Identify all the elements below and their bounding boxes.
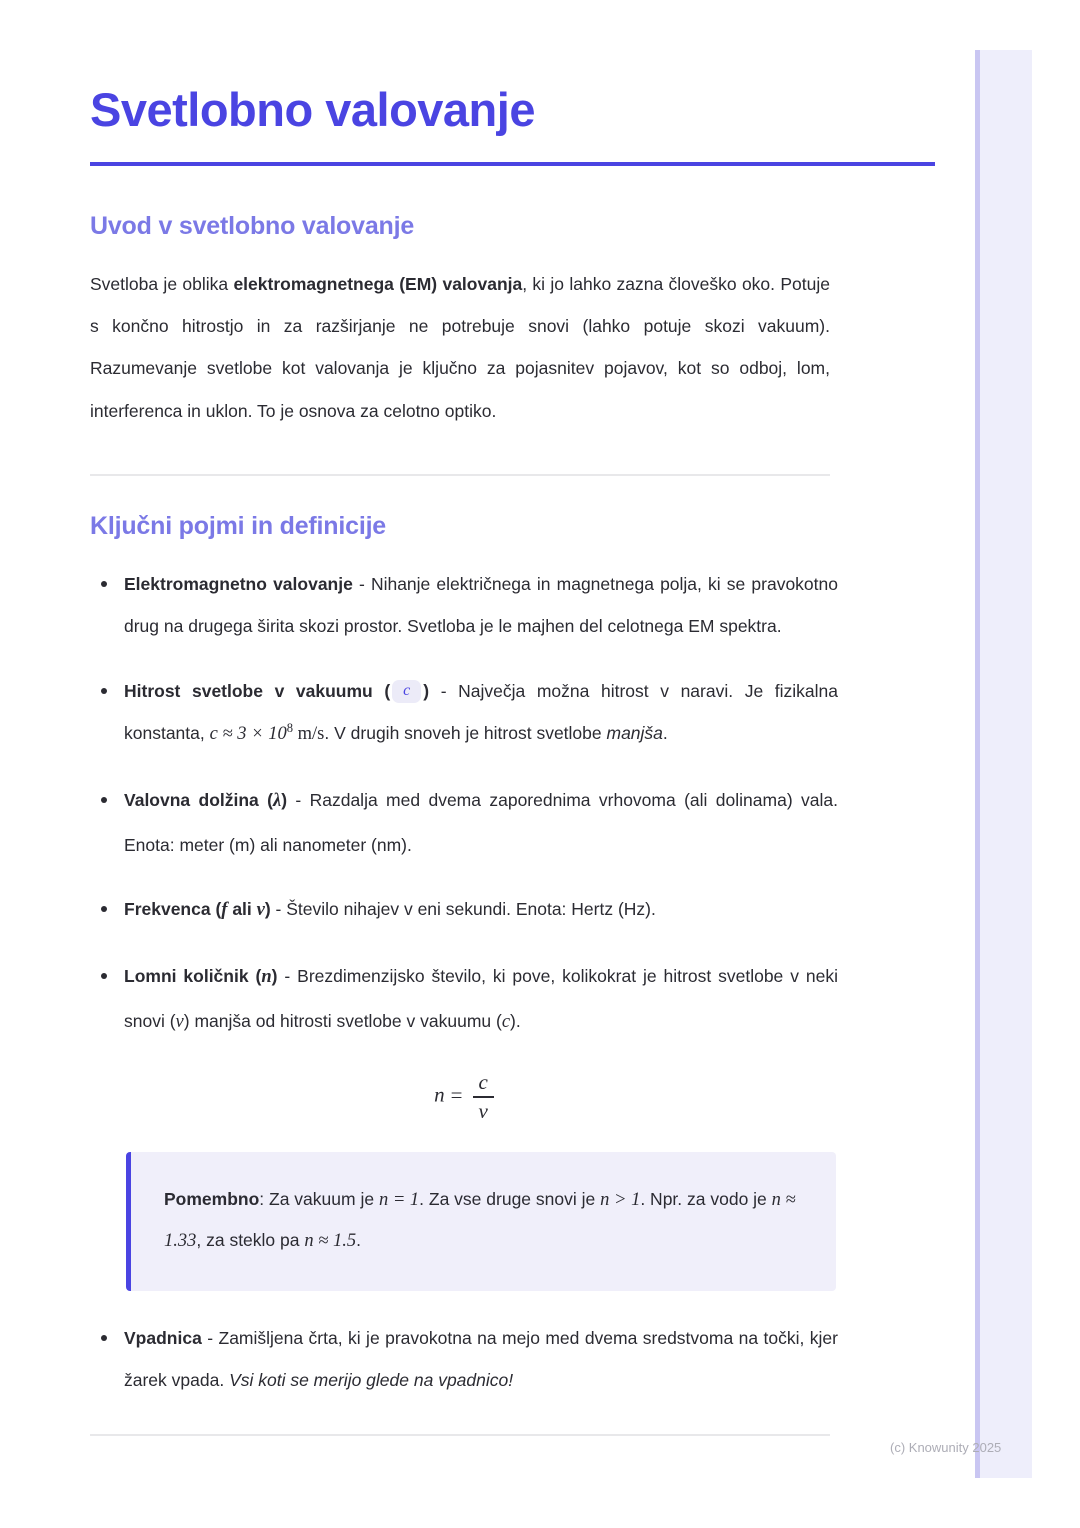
section-heading-intro: Uvod v svetlobno valovanje <box>90 211 415 240</box>
term-definition-italic-1: manjša <box>606 723 663 744</box>
term-dash-0: - <box>352 574 371 595</box>
key-terms-list <box>90 563 838 1044</box>
term-close-3: ) <box>264 898 271 919</box>
term-definition-a-5: Zamišljena črta, ki je pravokotna na mejo med dvema sredstvoma na točki, kjer žarek vpada. <box>124 1328 838 1391</box>
callout-equation-2: n > 1 <box>600 1189 641 1210</box>
list-item-lomni-kolicnik <box>90 955 838 1045</box>
term-definition-c-1: . <box>662 723 668 744</box>
equation-equals-sign: = <box>450 1082 463 1107</box>
callout-equation-3: n ≈ 1.33 <box>164 1189 796 1252</box>
math-unit-ms: m/s <box>293 724 325 745</box>
page-side-strip <box>975 50 1032 1478</box>
equation-denominator: v <box>478 1098 488 1123</box>
callout-text-d: , za steklo pa <box>196 1230 305 1251</box>
list-item-vpadnica <box>90 1317 838 1402</box>
intro-text-part1: Svetloba je oblika <box>90 273 234 294</box>
section-heading-key-terms: Ključni pojmi in definicije <box>90 512 387 541</box>
symbol-f: f <box>221 899 228 920</box>
term-definition-valovna-dolzina: Razdalja med dvema zaporednima vrhovoma (ali dolinama) vala. Enota: meter (m) ali nanometer (nm). <box>124 789 838 855</box>
callout-text-b: . Za vse druge snovi je <box>419 1188 601 1209</box>
symbol-nu: ν <box>256 899 265 920</box>
callout-label: Pomembno <box>164 1188 260 1209</box>
math-exponent-c: 8 <box>286 720 294 735</box>
term-close-2: ) <box>281 789 288 810</box>
callout-important <box>126 1152 836 1291</box>
list-item-hitrost-svetlobe <box>90 670 838 757</box>
callout-equation-1: n = 1 <box>378 1189 420 1210</box>
term-definition-b-4: ) manjša od hitrosti svetlobe v vakuumu ( <box>183 1010 502 1031</box>
callout-text-a: : Za vakuum je <box>259 1188 379 1209</box>
term-label-vpadnica: Vpadnica <box>124 1328 202 1349</box>
key-terms-list-continued <box>90 1317 838 1402</box>
term-definition-em-valovanje: Nihanje električnega in magnetnega polja, ki se pravokotno drug na drugega širita skozi prostor. Svetloba je le majhen del celotnega EM spektra. <box>124 574 838 637</box>
term-definition-c-4: ). <box>510 1010 521 1031</box>
term-dash-2: - <box>287 789 310 810</box>
math-expression-c: c ≈ 3 × 10 <box>209 724 287 745</box>
callout-equation-4: n ≈ 1.5 <box>304 1231 357 1252</box>
term-dash-4: - <box>277 965 298 986</box>
intro-paragraph <box>90 263 830 432</box>
section-divider-top <box>90 474 830 476</box>
term-dash-1: - <box>429 680 459 701</box>
term-label-valovna-dolzina: Valovna dolžina ( <box>124 789 273 810</box>
term-label-frekvenca: Frekvenca ( <box>124 898 222 919</box>
term-label-hitrost-svetlobe: Hitrost svetlobe v vakuumu ( <box>124 680 391 701</box>
term-definition-a-4: Brezdimenzijsko število, ki pove, kolikokrat je hitrost svetlobe v neki snovi ( <box>124 965 838 1031</box>
term-definition-frekvenca: Število nihajev v eni sekundi. Enota: Hertz (Hz). <box>286 898 656 919</box>
copyright-watermark: (c) Knowunity 2025 <box>890 1440 1002 1455</box>
term-definition-a-1: Največja možna hitrost v naravi. Je fizikalna konstanta, <box>124 680 838 744</box>
term-definition-b-1: . V drugih snoveh je hitrost svetlobe <box>324 723 607 744</box>
inline-math-speed-of-light <box>209 720 294 745</box>
callout-text-e: . <box>356 1230 362 1251</box>
list-item-valovna-dolzina <box>90 779 838 866</box>
term-close-1: ) <box>423 680 430 701</box>
symbol-lambda: λ <box>272 790 282 811</box>
callout-text-c: . Npr. za vodo je <box>640 1188 772 1209</box>
callout-text <box>164 1180 806 1263</box>
equation-refractive-index <box>90 1070 838 1124</box>
list-item-em-valovanje <box>90 563 838 648</box>
equation-numerator: c <box>478 1070 488 1095</box>
symbol-v-inline: v <box>175 1011 184 1032</box>
term-label-em-valovanje: Elektromagnetno valovanje <box>124 574 353 595</box>
term-definition-italic-5: Vsi koti se merijo glede na vpadnico! <box>229 1370 514 1391</box>
term-mid-3: ali <box>227 898 257 919</box>
equation-fraction <box>473 1070 494 1124</box>
equation-lhs: n <box>434 1082 445 1107</box>
term-dash-3: - <box>270 898 287 919</box>
section-divider-bottom <box>90 1434 830 1436</box>
intro-bold-term: elektromagnetnega (EM) valovanja <box>233 273 523 294</box>
symbol-n: n <box>261 966 272 987</box>
term-close-4: ) <box>271 965 278 986</box>
term-dash-5: - <box>201 1328 219 1349</box>
page-title: Svetlobno valovanje <box>90 83 535 136</box>
intro-text-part2: , ki jo lahko zazna človeško oko. Potuje s končno hitrostjo in za razširjanje ne potrebuje snovi (lahko potuje skozi vakuum). Razumevanje svetlobe kot valovanja je ključno za pojasnitev pojavov, kot so odboj, lom, interferenca in uklon. To je osnova za celotno optiko. <box>90 273 830 421</box>
code-chip-c[interactable]: c <box>392 680 421 703</box>
list-item-frekvenca <box>90 888 838 933</box>
title-underline-rule <box>90 162 935 166</box>
term-label-lomni-kolicnik: Lomni količnik ( <box>124 965 262 986</box>
symbol-c-inline: c <box>501 1011 511 1032</box>
